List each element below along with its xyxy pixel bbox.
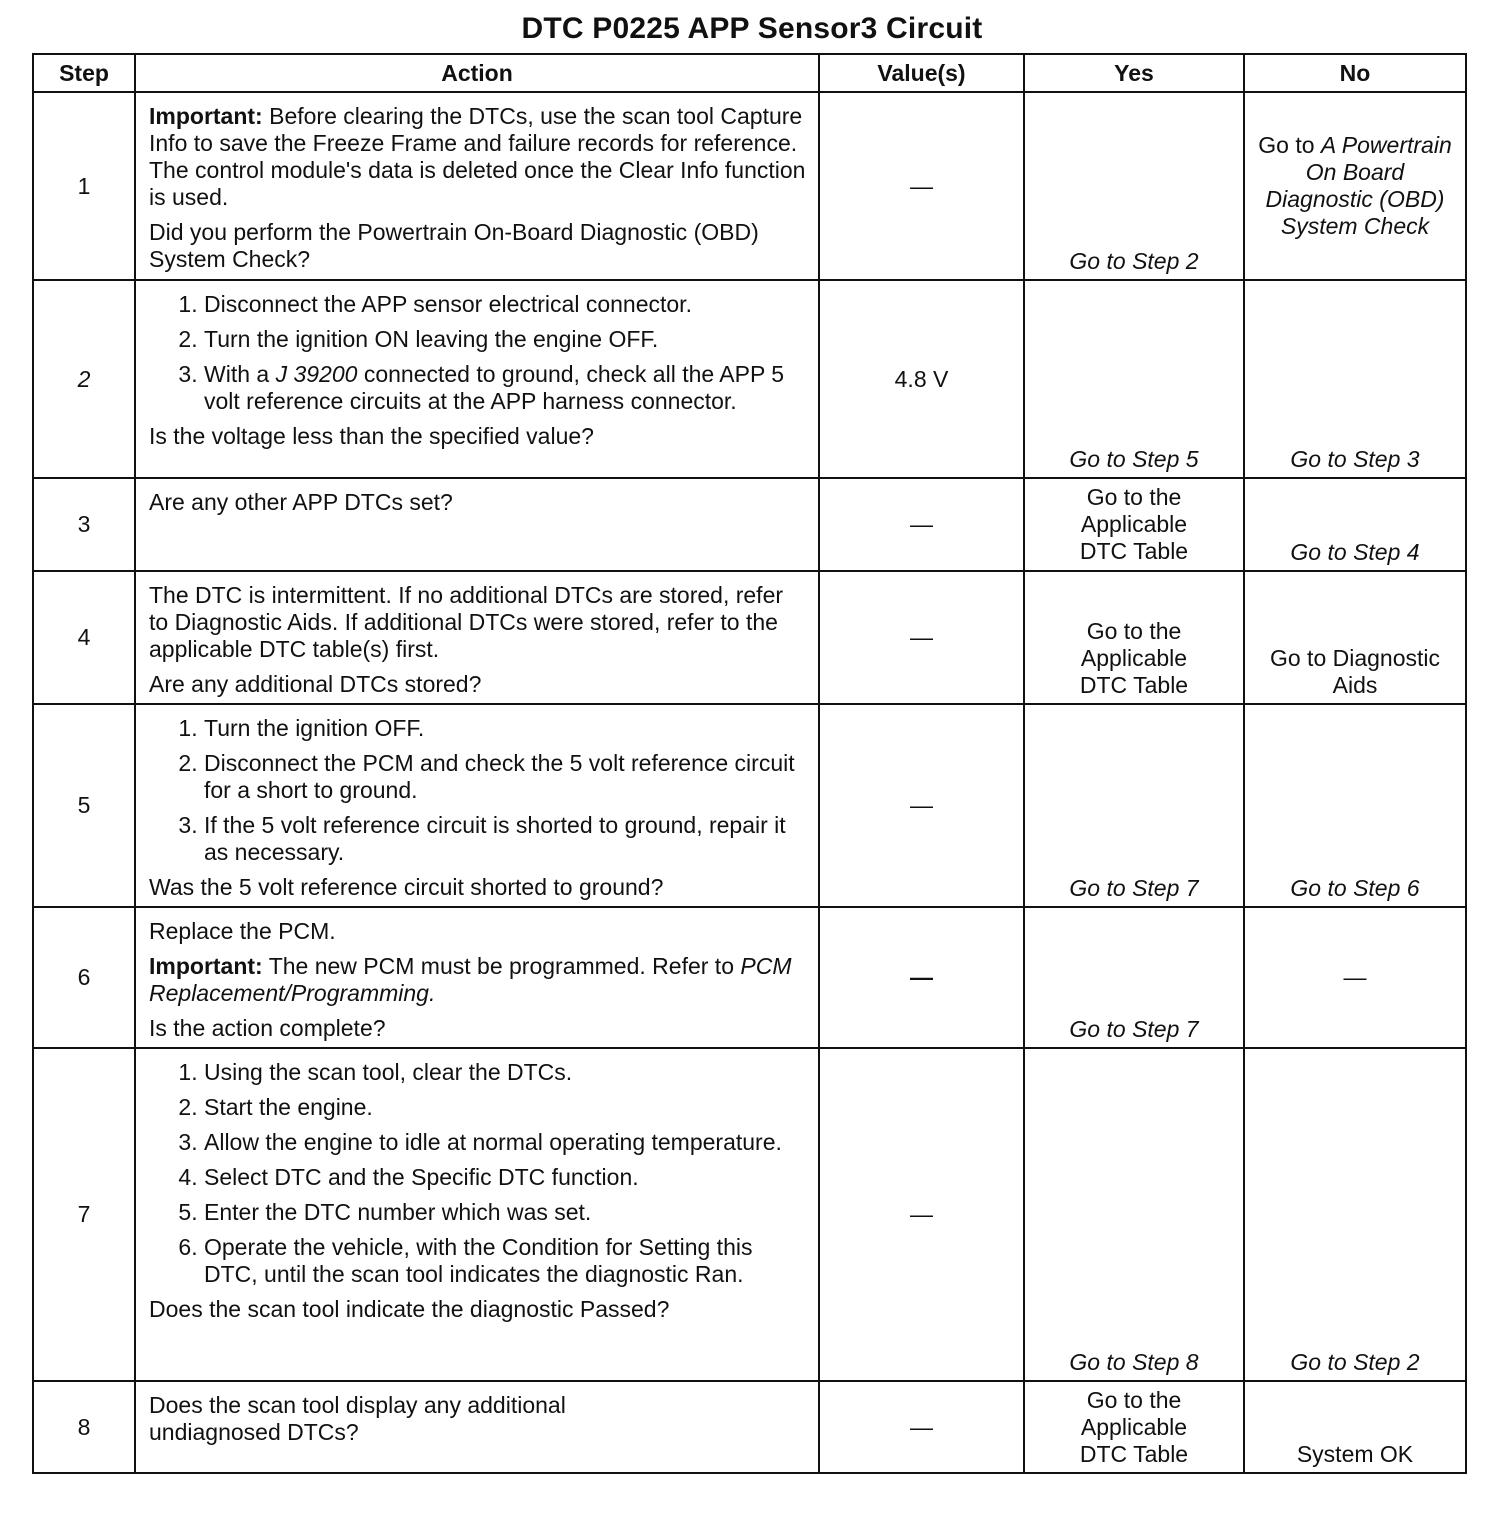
step-number: 1 xyxy=(33,92,135,280)
action-question: Is the voltage less than the specified value? xyxy=(149,423,594,449)
action-question: Did you perform the Powertrain On-Board Diagnostic (OBD) System Check? xyxy=(149,219,759,272)
header-values: Value(s) xyxy=(819,54,1024,92)
action-list xyxy=(149,291,806,415)
action-cell xyxy=(135,571,819,704)
action-cell xyxy=(135,1381,819,1473)
important-note xyxy=(149,103,806,211)
action-cell xyxy=(135,280,819,478)
no-link[interactable]: Go to Step 4 xyxy=(1290,539,1420,565)
action-question: Are any additional DTCs stored? xyxy=(149,671,482,697)
action-question: Does the scan tool indicate the diagnostic Passed? xyxy=(149,1296,670,1322)
action-question: Are any other APP DTCs set? xyxy=(149,489,453,515)
no-cell xyxy=(1244,92,1466,280)
no-result: System OK xyxy=(1296,1441,1414,1467)
no-cell xyxy=(1244,1381,1466,1473)
yes-link[interactable]: Go to Step 5 xyxy=(1069,446,1199,472)
action-cell xyxy=(135,1048,819,1381)
action-list xyxy=(149,1059,806,1288)
action-cell xyxy=(135,907,819,1048)
action-text: The DTC is intermittent. If no additional DTCs are stored, refer to Diagnostic Aids. If additional DTCs were stored, refer to the applicable DTC table(s) first. xyxy=(149,582,784,662)
yes-link[interactable]: Go to the Applicable DTC Table xyxy=(1079,1386,1189,1467)
no-cell xyxy=(1244,704,1466,907)
list-item: 2. Start the engine. xyxy=(204,1094,806,1121)
no-cell xyxy=(1244,280,1466,478)
no-link[interactable]: Go to Step 3 xyxy=(1290,446,1420,472)
header-no: No xyxy=(1244,54,1466,92)
value-cell: — xyxy=(819,478,1024,571)
no-prefix: Go to xyxy=(1258,132,1321,158)
header-action: Action xyxy=(135,54,819,92)
value-cell: — xyxy=(819,92,1024,280)
yes-cell xyxy=(1024,92,1244,280)
list-item: 6. Operate the vehicle, with the Condition for Setting this DTC, until the scan tool indicates the diagnostic Ran. xyxy=(204,1234,806,1288)
list-item: 3. Allow the engine to idle at normal operating temperature. xyxy=(204,1129,806,1156)
action-cell xyxy=(135,92,819,280)
step-number: 5 xyxy=(33,704,135,907)
no-link[interactable]: Go to Step 2 xyxy=(1290,1349,1420,1375)
action-question: Does the scan tool display any additional undiagnosed DTCs? xyxy=(149,1392,566,1445)
no-cell xyxy=(1244,571,1466,704)
table-row xyxy=(33,478,1466,571)
action-question: Is the action complete? xyxy=(149,1015,386,1041)
value-cell: — xyxy=(819,907,1024,1048)
header-yes: Yes xyxy=(1024,54,1244,92)
table-row xyxy=(33,571,1466,704)
yes-link[interactable]: Go to Step 7 xyxy=(1069,875,1199,901)
important-text: The new PCM must be programmed. Refer to xyxy=(262,953,741,979)
no-link[interactable]: A Powertrain On Board Diagnostic (OBD) System Check xyxy=(1265,132,1452,239)
action-cell xyxy=(135,704,819,907)
value-cell: — xyxy=(819,704,1024,907)
step-number: 3 xyxy=(33,478,135,571)
yes-cell xyxy=(1024,1048,1244,1381)
important-text: Before clearing the DTCs, use the scan tool Capture Info to save the Freeze Frame and failure records for reference. The control module's data is deleted once the Clear Info function is used. xyxy=(149,103,806,210)
yes-link[interactable]: Go to the Applicable DTC Table xyxy=(1079,618,1189,698)
yes-cell xyxy=(1024,704,1244,907)
important-note xyxy=(149,953,806,1007)
list-item: 5. Enter the DTC number which was set. xyxy=(204,1199,806,1226)
step-number: 7 xyxy=(33,1048,135,1381)
value-cell: — xyxy=(819,1048,1024,1381)
step-number: 4 xyxy=(33,571,135,704)
header-row xyxy=(33,54,1466,92)
step-number: 6 xyxy=(33,907,135,1048)
value-cell: — xyxy=(819,571,1024,704)
list-item: 1. Disconnect the APP sensor electrical connector. xyxy=(204,291,806,318)
yes-link[interactable]: Go to Step 7 xyxy=(1069,1016,1199,1042)
important-label: Important: xyxy=(149,953,263,979)
diagnostic-table xyxy=(32,53,1467,1474)
yes-cell xyxy=(1024,1381,1244,1473)
page-title: DTC P0225 APP Sensor3 Circuit xyxy=(521,12,983,45)
list-item: 3. With a J 39200 connected to ground, check all the APP 5 volt reference circuits at the APP harness connector. xyxy=(204,361,806,415)
table-row xyxy=(33,907,1466,1048)
yes-cell xyxy=(1024,478,1244,571)
yes-link[interactable]: Go to Step 2 xyxy=(1069,248,1199,274)
no-cell xyxy=(1244,478,1466,571)
list-item: 4. Select DTC and the Specific DTC function. xyxy=(204,1164,806,1191)
yes-link[interactable]: Go to the Applicable DTC Table xyxy=(1079,484,1189,564)
important-label: Important: xyxy=(149,103,263,129)
no-cell xyxy=(1244,1048,1466,1381)
list-item: 1. Using the scan tool, clear the DTCs. xyxy=(204,1059,806,1086)
no-link[interactable]: Go to Step 6 xyxy=(1290,875,1420,901)
list-item: 2. Turn the ignition ON leaving the engine OFF. xyxy=(204,326,806,353)
no-link[interactable]: Go to Diagnostic Aids xyxy=(1269,645,1441,698)
action-question: Was the 5 volt reference circuit shorted to ground? xyxy=(149,874,664,900)
step-number: 2 xyxy=(33,280,135,478)
table-row xyxy=(33,704,1466,907)
value-cell: — xyxy=(819,1381,1024,1473)
yes-cell xyxy=(1024,571,1244,704)
table-row xyxy=(33,1381,1466,1473)
table-row xyxy=(33,280,1466,478)
table-row xyxy=(33,1048,1466,1381)
yes-link[interactable]: Go to Step 8 xyxy=(1069,1349,1199,1375)
no-cell: — xyxy=(1244,907,1466,1048)
yes-cell xyxy=(1024,280,1244,478)
table-row xyxy=(33,92,1466,280)
list-item: 3. If the 5 volt reference circuit is shorted to ground, repair it as necessary. xyxy=(204,812,806,866)
action-list xyxy=(149,715,806,866)
header-step: Step xyxy=(33,54,135,92)
reference-link[interactable]: PCM Replacement/Programming. xyxy=(149,953,792,1006)
action-text: Replace the PCM. xyxy=(149,918,336,944)
list-item: 2. Disconnect the PCM and check the 5 volt reference circuit for a short to ground. xyxy=(204,750,806,804)
action-cell xyxy=(135,478,819,571)
step-number: 8 xyxy=(33,1381,135,1473)
yes-cell xyxy=(1024,907,1244,1048)
list-item: 1. Turn the ignition OFF. xyxy=(204,715,806,742)
tool-reference: J 39200 xyxy=(275,361,358,387)
value-cell: 4.8 V xyxy=(819,280,1024,478)
